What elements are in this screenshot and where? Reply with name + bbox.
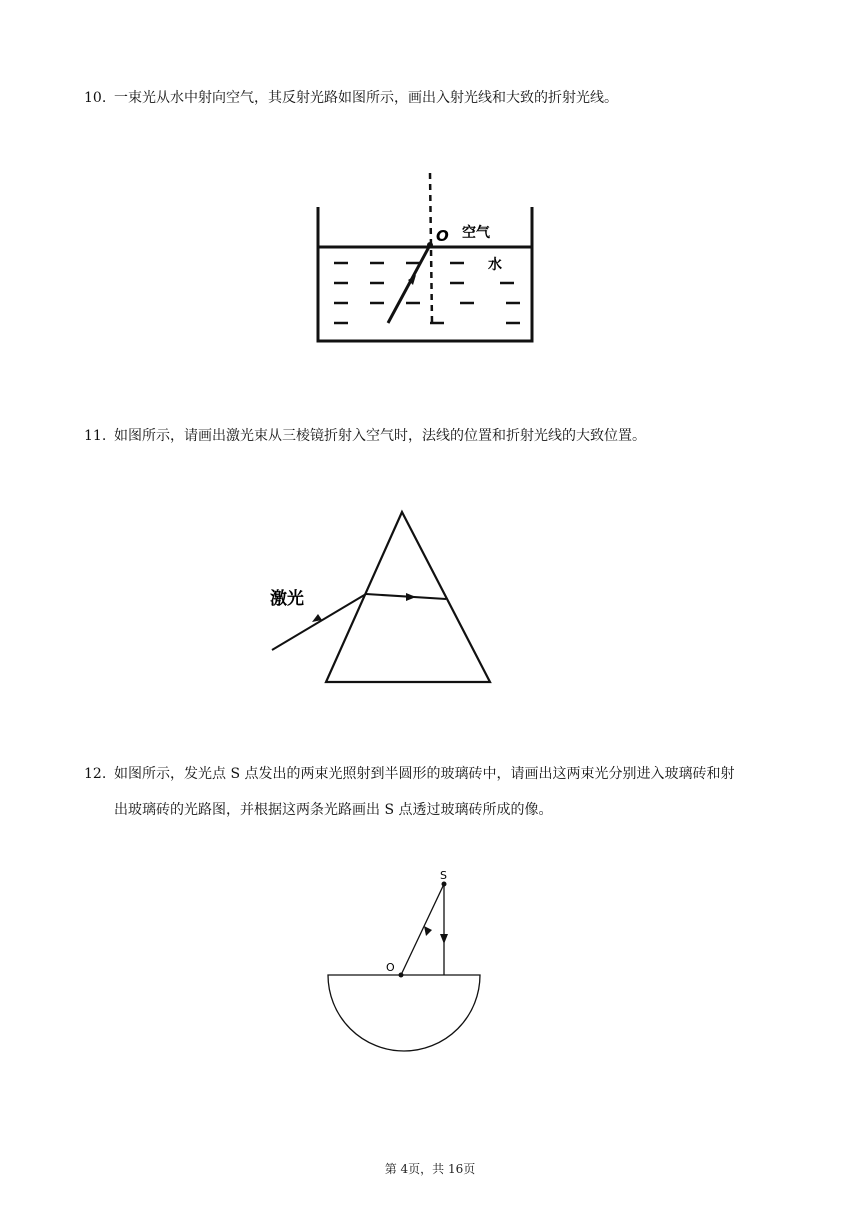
prism-figure [260,500,510,690]
air-label: 空气 [462,225,490,241]
point-o-label: O [386,961,395,974]
water-tank-figure [310,165,540,350]
oblique-ray [401,884,444,975]
tank-outline [318,207,532,341]
vertical-ray-arrow [440,934,448,944]
question-text: 一束光从水中射向空气，其反射光路如图所示，画出入射光线和大致的折射光线。 [114,90,618,106]
incidence-point [427,242,433,248]
question-10 [84,80,794,116]
question-12 [84,756,794,792]
point-o [399,973,404,978]
question-number: 12. [84,766,107,782]
semicircle-brick [328,975,480,1051]
question-text: 如图所示，请画出激光束从三棱镜折射入空气时，法线的位置和折射光线的大致位置。 [114,428,646,444]
question-number: 11. [84,428,107,444]
point-o-label: O [436,227,449,245]
oblique-ray-arrow [424,926,432,936]
water-label: 水 [488,257,502,273]
reflected-ray [388,245,430,323]
page-footer: 第 4页，共 16页 [384,1162,476,1176]
question-11 [84,418,794,454]
laser-label: 激光 [270,589,304,609]
glass-brick-figure [320,862,500,1062]
source-point-s [442,882,447,887]
source-label: S [440,869,447,882]
question-number: 10. [84,90,107,106]
laser-arrow-2 [406,593,416,601]
question-12-continued [84,792,824,828]
question-text-line2: 出玻璃砖的光路图，并根据这两条光路画出 S 点透过玻璃砖所成的像。 [114,802,553,818]
question-text-line1: 如图所示，发光点 S 点发出的两束光照射到半圆形的玻璃砖中，请画出这两束光分别进入玻璃砖和射 [114,766,735,782]
